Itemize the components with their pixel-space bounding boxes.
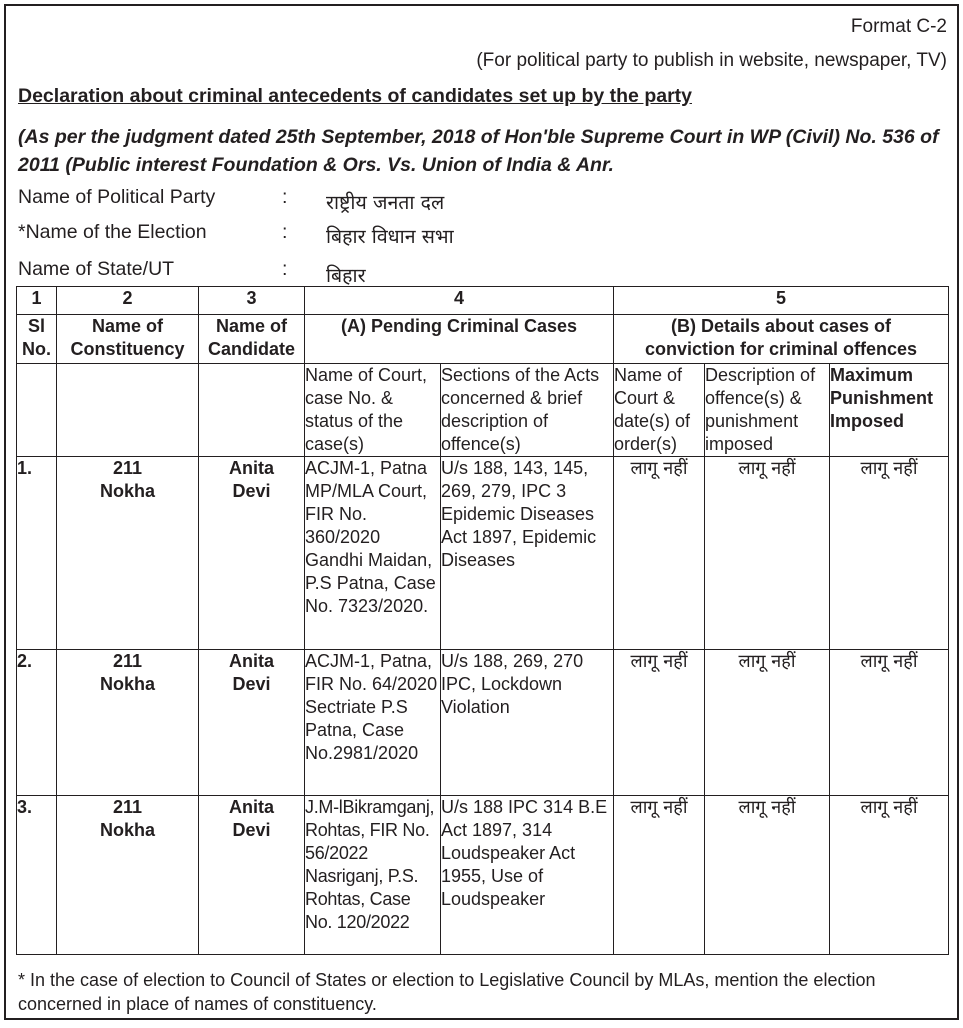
row-conviction-description: लागू नहीं <box>705 457 830 650</box>
header-pending-cases: (A) Pending Criminal Cases <box>305 315 614 364</box>
row-sl-no: 3. <box>17 796 57 955</box>
row-court-case: ACJM-1, Patna MP/MLA Court, FIR No. 360/2020 Gandhi Maidan, P.S Patna, Case No. 7323/2020. <box>305 457 441 650</box>
state-name-colon: : <box>282 258 288 280</box>
subheader-sections: Sections of the Acts concerned & brief description of offence(s) <box>441 364 614 457</box>
declaration-page <box>4 4 959 1020</box>
row-conviction-max-punishment: लागू नहीं <box>830 457 949 650</box>
state-name-label: Name of State/UT <box>18 258 175 280</box>
row-candidate: Anita Devi <box>199 650 305 796</box>
row-conviction-max-punishment: लागू नहीं <box>830 650 949 796</box>
criminal-antecedents-table <box>16 286 949 955</box>
subheader-empty-3 <box>199 364 305 457</box>
state-name-value: बिहार <box>326 264 366 287</box>
col-number-4: 4 <box>305 287 614 315</box>
subheader-max-punishment: Maximum Punishment Imposed <box>830 364 949 457</box>
row-constituency: 211 Nokha <box>57 457 199 650</box>
party-name-value: राष्ट्रीय जनता दल <box>326 191 445 214</box>
row-conviction-description: लागू नहीं <box>705 796 830 955</box>
header-sl-no: Sl No. <box>17 315 57 364</box>
header-row <box>17 315 949 364</box>
subheader-court-case: Name of Court, case No. & status of the case(s) <box>305 364 441 457</box>
header-constituency: Name of Constituency <box>57 315 199 364</box>
row-constituency: 211 Nokha <box>57 796 199 955</box>
col-number-3: 3 <box>199 287 305 315</box>
document-title: Declaration about criminal antecedents of candidates set up by the party <box>18 85 692 107</box>
election-name-label: *Name of the Election <box>18 221 207 243</box>
row-sections: U/s 188, 143, 145, 269, 279, IPC 3 Epidemic Diseases Act 1897, Epidemic Diseases <box>441 457 614 650</box>
row-candidate: Anita Devi <box>199 457 305 650</box>
row-conviction-court: लागू नहीं <box>614 650 705 796</box>
election-name-value: बिहार विधान सभा <box>326 225 454 248</box>
row-conviction-court: लागू नहीं <box>614 457 705 650</box>
subheader-empty-1 <box>17 364 57 457</box>
col-number-2: 2 <box>57 287 199 315</box>
row-court-case: ACJM-1, Patna, FIR No. 64/2020 Sectriate P.S Patna, Case No.2981/2020 <box>305 650 441 796</box>
table-row <box>17 457 949 650</box>
subheader-court-date: Name of Court & date(s) of order(s) <box>614 364 705 457</box>
publish-note: (For political party to publish in website, newspaper, TV) <box>476 50 947 71</box>
col-number-1: 1 <box>17 287 57 315</box>
footnote: * In the case of election to Council of States or election to Legislative Council by MLAs, mention the election concerned in place of names of constituency. <box>18 970 876 1014</box>
document-subtitle: (As per the judgment dated 25th September, 2018 of Hon'ble Supreme Court in WP (Civil) No. 536 of 2011 (Public interest Foundation & Ors. Vs. Union of India & Anr. <box>18 126 939 176</box>
header-candidate: Name of Candidate <box>199 315 305 364</box>
table-row <box>17 796 949 955</box>
column-number-row <box>17 287 949 315</box>
subheader-empty-2 <box>57 364 199 457</box>
row-court-case: J.M-lBikramganj, Rohtas, FIR No. 56/2022 Nasriganj, P.S. Rohtas, Case No. 120/2022 <box>305 796 441 955</box>
row-conviction-description: लागू नहीं <box>705 650 830 796</box>
format-label: Format C-2 <box>850 16 947 37</box>
header-conviction-cases: (B) Details about cases of conviction for criminal offences <box>614 315 949 364</box>
table-row <box>17 650 949 796</box>
row-conviction-max-punishment: लागू नहीं <box>830 796 949 955</box>
party-name-colon: : <box>282 186 288 208</box>
col-number-5: 5 <box>614 287 949 315</box>
row-sections: U/s 188 IPC 314 B.E Act 1897, 314 Loudspeaker Act 1955, Use of Loudspeaker <box>441 796 614 955</box>
party-name-label: Name of Political Party <box>18 186 216 208</box>
subheader-row <box>17 364 949 457</box>
row-conviction-court: लागू नहीं <box>614 796 705 955</box>
row-sl-no: 2. <box>17 650 57 796</box>
row-sl-no: 1. <box>17 457 57 650</box>
election-name-colon: : <box>282 221 288 243</box>
subheader-offence-description: Description of offence(s) & punishment imposed <box>705 364 830 457</box>
row-candidate: Anita Devi <box>199 796 305 955</box>
row-sections: U/s 188, 269, 270 IPC, Lockdown Violation <box>441 650 614 796</box>
row-constituency: 211 Nokha <box>57 650 199 796</box>
